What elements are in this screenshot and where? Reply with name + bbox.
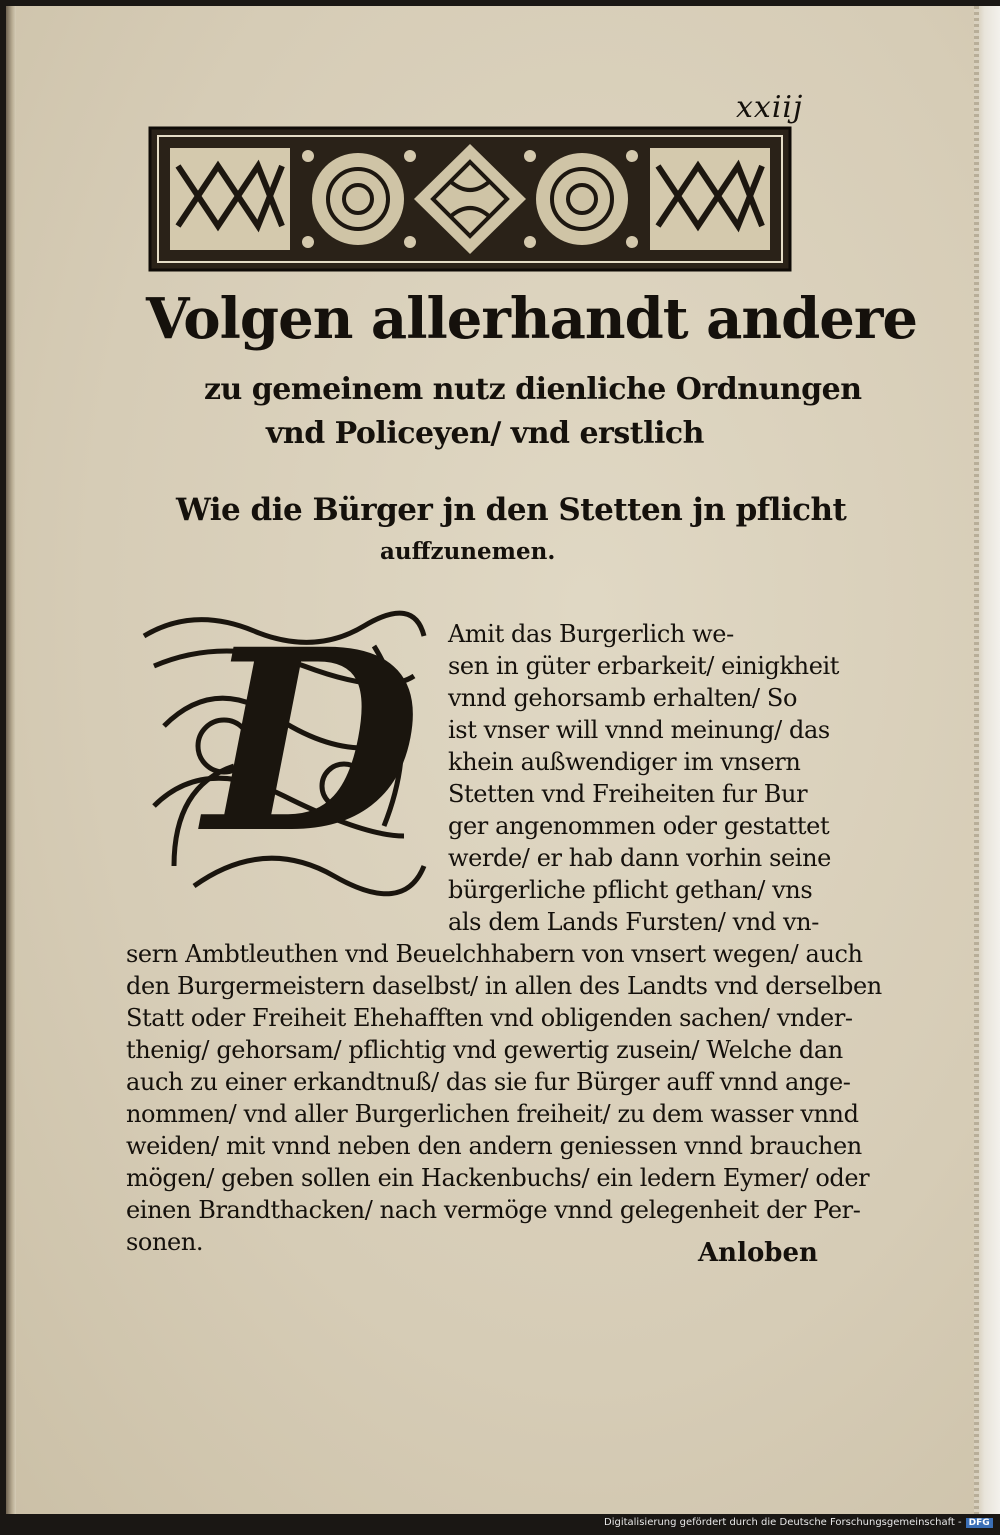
text-line: ger angenommen oder gestattet xyxy=(448,812,830,840)
ornamental-border xyxy=(148,126,792,272)
footer-text: Digitalisierung gefördert durch die Deutsche Forschungsgemeinschaft - xyxy=(604,1517,962,1528)
catchword: Anloben xyxy=(698,1238,818,1268)
page-gutter xyxy=(6,6,16,1514)
text-line: nommen/ vnd aller Burgerlichen freiheit/ zu dem wasser vnnd xyxy=(126,1100,859,1128)
text-line: den Burgermeistern daselbst/ in allen des Landts vnd derselben xyxy=(126,972,882,1000)
text-line: Statt oder Freiheit Ehehafften vnd obligenden sachen/ vnder- xyxy=(126,1004,853,1032)
text-line: einen Brandthacken/ nach vermöge vnnd gelegenheit der Per- xyxy=(126,1196,861,1224)
text-line: Amit das Burgerlich we- xyxy=(448,620,734,648)
page-edge xyxy=(974,6,1000,1514)
text-line: sern Ambtleuthen vnd Beuelchhabern von vnsert wegen/ auch xyxy=(126,940,863,968)
section-heading: auffzunemen. xyxy=(380,538,556,565)
subtitle-line: zu gemeinem nutz dienliche Ordnungen xyxy=(204,372,862,407)
text-line: werde/ er hab dann vorhin seine xyxy=(448,844,831,872)
text-line: Stetten vnd Freiheiten fur Bur xyxy=(448,780,808,808)
subtitle-line: vnd Policeyen/ vnd erstlich xyxy=(266,416,704,451)
footer-credit xyxy=(604,1517,993,1528)
dfg-logo: DFG xyxy=(966,1518,993,1528)
text-line: auch zu einer erkandtnuß/ das sie fur Bürger auff vnnd ange- xyxy=(126,1068,851,1096)
text-line: sonen. xyxy=(126,1228,204,1256)
page-headline: Volgen allerhandt andere xyxy=(146,286,918,352)
decorated-initial xyxy=(134,594,432,906)
text-line: khein außwendiger im vnsern xyxy=(448,748,801,776)
text-line: bürgerliche pflicht gethan/ vns xyxy=(448,876,813,904)
text-line: thenig/ gehorsam/ pflichtig vnd gewertig zusein/ Welche dan xyxy=(126,1036,843,1064)
text-line: weiden/ mit vnnd neben den andern geniessen vnnd brauchen xyxy=(126,1132,862,1160)
book-page xyxy=(6,6,974,1514)
page-number: xxiij xyxy=(736,90,804,125)
text-line: vnnd gehorsamb erhalten/ So xyxy=(448,684,798,712)
text-line: ist vnser will vnnd meinung/ das xyxy=(448,716,830,744)
text-line: sen in güter erbarkeit/ einigkheit xyxy=(448,652,840,680)
section-heading: Wie die Bürger jn den Stetten jn pflicht xyxy=(176,492,847,528)
text-line: als dem Lands Fursten/ vnd vn- xyxy=(448,908,819,936)
initial-letter: D xyxy=(204,594,421,888)
text-line: mögen/ geben sollen ein Hackenbuchs/ ein ledern Eymer/ oder xyxy=(126,1164,870,1192)
